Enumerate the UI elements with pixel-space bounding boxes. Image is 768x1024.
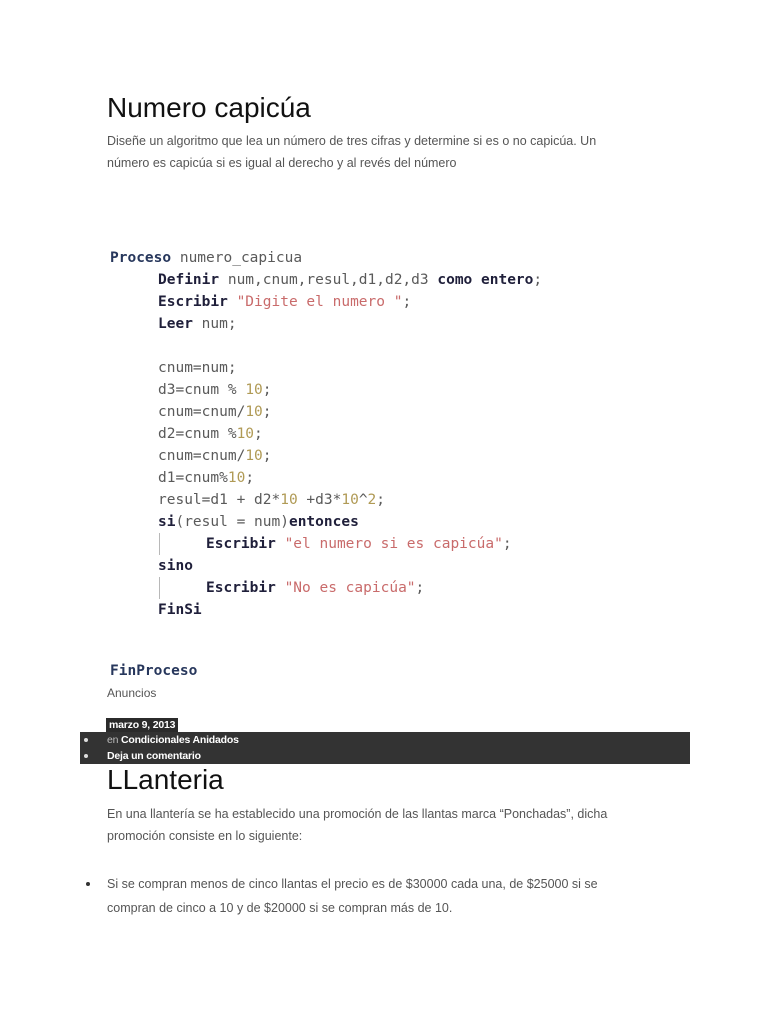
code-line: Leer num; — [158, 316, 237, 332]
code-line: d1=cnum%10; — [158, 470, 255, 486]
code-line: Escribir "Digite el numero "; — [158, 294, 412, 310]
post-title[interactable]: LLanteria — [107, 764, 224, 795]
bullet-icon — [84, 754, 88, 758]
code-line: Escribir "el numero si es capicúa"; — [206, 536, 512, 552]
code-line: resul=d1 + d2*10 +d3*10^2; — [158, 492, 386, 508]
description-line: Diseñe un algoritmo que lea un número de tres cifras y determine si es o no capicúa. Un — [107, 134, 597, 148]
post-intro — [107, 803, 647, 847]
code-line: Escribir "No es capicúa"; — [206, 580, 425, 596]
ads-label: Anuncios — [107, 686, 157, 700]
bullet-icon — [86, 882, 90, 886]
code-line: si(resul = num)entonces — [158, 514, 359, 530]
description-line: número es capicúa si es igual al derecho y al revés del número — [107, 156, 457, 170]
code-line: cnum=num; — [158, 360, 237, 376]
code-image — [108, 244, 708, 684]
code-line: Proceso numero_capicua — [110, 250, 303, 266]
post-title[interactable]: Numero capicúa — [107, 92, 311, 123]
intro-line: En una llantería se ha establecido una promoción de las llantas marca “Ponchadas”, dicha — [107, 807, 608, 821]
indent-guide — [159, 577, 160, 599]
code-line: FinSi — [158, 602, 202, 618]
code-line: Definir num,cnum,resul,d1,d2,d3 como entero; — [158, 272, 543, 288]
code-line: d3=cnum % 10; — [158, 382, 272, 398]
intro-line: promoción consiste en lo siguiente: — [107, 829, 303, 843]
post-date-link[interactable]: marzo 9, 2013 — [106, 718, 178, 732]
post-meta-bar — [80, 732, 690, 764]
code-line: cnum=cnum/10; — [158, 448, 272, 464]
bullet-icon — [84, 738, 88, 742]
code-line: d2=cnum %10; — [158, 426, 263, 442]
list-item: Si se compran menos de cinco llantas el precio es de $30000 cada una, de $25000 si se compran de cinco a 10 y de $20000 si se compran más de 10. — [107, 877, 598, 915]
code-line: cnum=cnum/10; — [158, 404, 272, 420]
code-line: sino — [158, 558, 193, 574]
code-line: FinProceso — [110, 663, 198, 679]
post-description — [107, 130, 647, 174]
comment-link[interactable]: Deja un comentario — [107, 750, 201, 762]
indent-guide — [159, 533, 160, 555]
category-link[interactable]: Condicionales Anidados — [121, 734, 239, 746]
category-prefix: en — [107, 734, 119, 746]
